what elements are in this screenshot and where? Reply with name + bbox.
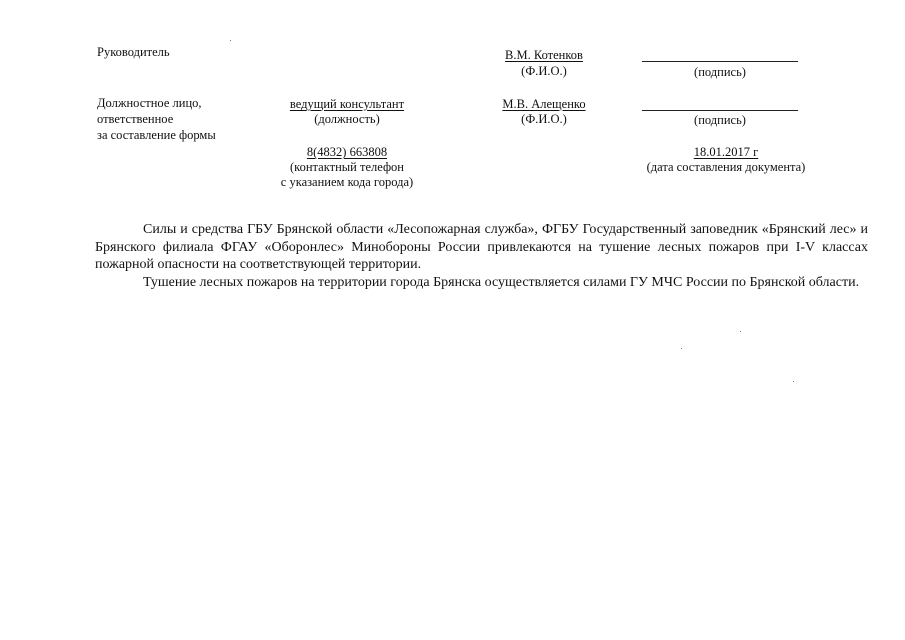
responsible-position-caption: (должность) bbox=[314, 112, 380, 126]
head-signature-caption: (подпись) bbox=[694, 65, 746, 79]
head-name: В.М. Котенков bbox=[505, 48, 583, 62]
phone-caption-line2: с указанием кода города) bbox=[280, 175, 414, 189]
head-name-caption: (Ф.И.О.) bbox=[521, 64, 567, 78]
document-date: 18.01.2017 г bbox=[693, 145, 759, 159]
responsible-signature-line bbox=[642, 110, 798, 111]
body-paragraph-2: Тушение лесных пожаров на территории города Брянска осуществляется силами ГУ МЧС России по Брянской области. bbox=[143, 274, 860, 290]
document-date-caption: (дата составления документа) bbox=[646, 160, 806, 174]
scan-speck bbox=[740, 331, 741, 332]
body-text bbox=[95, 221, 868, 291]
responsible-position: ведущий консультант bbox=[289, 97, 405, 111]
responsible-name-caption: (Ф.И.О.) bbox=[521, 112, 567, 126]
head-signature-line bbox=[642, 61, 798, 62]
phone-caption-line1: (контактный телефон bbox=[290, 160, 404, 174]
responsible-phone: 8(4832) 663808 bbox=[306, 145, 388, 159]
responsible-role-line2: ответственное bbox=[97, 112, 174, 126]
scan-speck bbox=[793, 381, 794, 382]
scan-speck bbox=[230, 40, 231, 41]
head-role-label: Руководитель bbox=[97, 45, 170, 59]
responsible-role-line1: Должностное лицо, bbox=[97, 96, 202, 110]
scan-speck bbox=[681, 348, 682, 349]
body-paragraph-1: Силы и средства ГБУ Брянской области «Лесопожарная служба», ФГБУ Государственный заповедник «Брянский лес» и Брянского филиала ФГАУ «Оборонлес» Минобороны России привлекаются на тушение лесных пожаров при I-V классах пожарной опасности на соответствующей территории. bbox=[95, 222, 868, 272]
responsible-name: М.В. Алещенко bbox=[502, 97, 586, 111]
responsible-signature-caption: (подпись) bbox=[694, 113, 746, 127]
responsible-role-line3: за составление формы bbox=[97, 128, 216, 142]
